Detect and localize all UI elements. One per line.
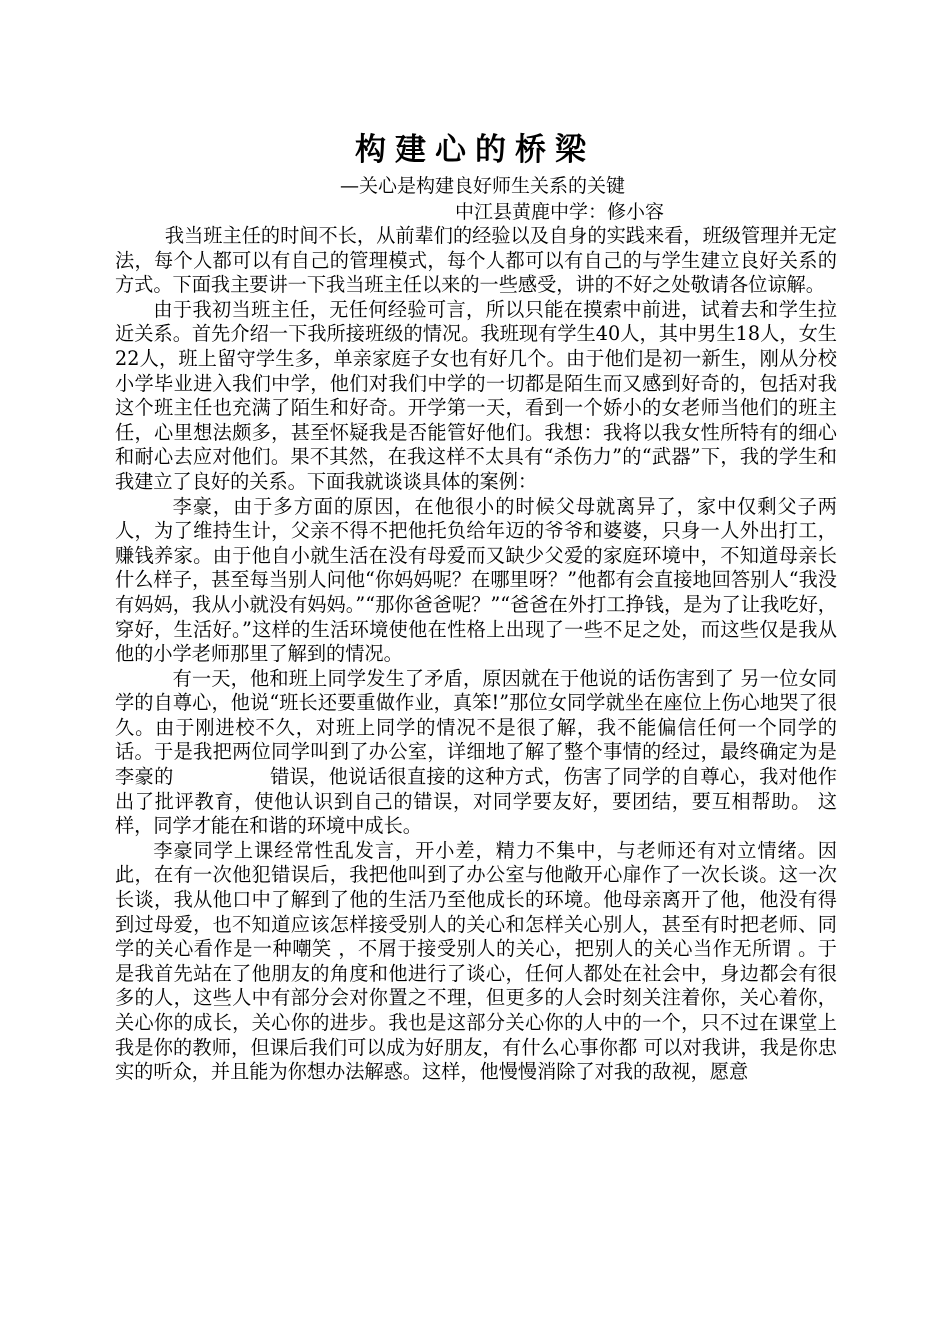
document-author: 中江县黄鹿中学：修小容 — [455, 201, 665, 223]
paragraph-case-background: 李豪，由于多方面的原因，在他很小的时候父母就离异了，家中仅剩父子两人，为了维持生计，父亲不得不把他托负给年迈的爷爷和婆婆，只身一人外出打工，赚钱养家。由于他自小就生活在没有母爱而又缺少父爱的家庭环境中，不知道母亲长什么样子，甚至每当别人问他“你妈妈呢？在哪里呀？”他都有会直接地回答别人“我没有妈妈，我从小就没有妈妈。”“那你爸爸呢？”“爸爸在外打工挣钱，是为了让我吃好，穿好，生活好。”这样的生活环境使他在性格上出现了一些不足之处，而这些仅是我从他的小学老师那里了解到的情况。 — [115, 494, 837, 666]
document-title: 构建心的桥梁 — [355, 132, 595, 168]
paragraph-intro: 我当班主任的时间不长，从前辈们的经验以及自身的实践来看，班级管理并无定法，每个人都可以有自己的管理模式，每个人都可以有自己的与学生建立良好关系的方式。下面我主要讲一下我当班主任以来的一些感受，讲的不好之处敬请各位谅解。 — [115, 224, 837, 297]
paragraph-long-talk: 李豪同学上课经常性乱发言，开小差，精力不集中，与老师还有对立情绪。因此，在有一次他犯错误后，我把他叫到了办公室与他敞开心扉作了一次长谈。这一次长谈，我从他口中了解到了他的生活乃至他成长的环境。他母亲离开了他，他没有得到过母爱，也不知道应该怎样接受别人的关心和怎样关心别人，甚至有时把老师、同学的关心看作是一种嘲笑 ，不屑于接受别人的关心，把别人的关心当作无所谓 。于是我首先站在了他朋友的角度和他进行了谈心，任何人都处在社会中，身边都会有很多的人，这些人中有部分会对你置之不理，但更多的人会时刻关注着你，关心着你，关心你的成长，关心你的进步。我也是这部分关心你的人中的一个，只不过在课堂上我是你的教师，但课后我们可以成为好朋友，有什么心事你都 可以对我讲，我是你忠实的听众，并且能为你想办法解惑。这样，他慢慢消除了对我的敌视，愿意 — [115, 838, 837, 1084]
paragraph-conflict-part2: 错误，他说话很直接的这种方式，伤害了同学的自尊心，我对他作出了批评教育，使他认识到自己的错误，对同学要友好，要团结，要互相帮助。 这样，同学才能在和谐的环境中成长。 — [115, 765, 837, 838]
paragraph-conflict-part1: 有一天，他和班上同学发生了矛盾，原因就在于他说的话伤害到了 另一位女同学的自尊心，他说“班长还要重做作业，真笨!”那位女同学就坐在座位上伤心地哭了很久。由于刚进校不久，对班上同学的情况不是很了解，我不能偏信任何一个同学的话。于是我把两位同学叫到了办公室，详细地了解了整个事情的经过，最终确定为是李豪的 — [115, 666, 837, 789]
document-body — [115, 224, 837, 1085]
paragraph-conflict — [115, 667, 837, 839]
document-subtitle: —关心是构建良好师生关系的关键 — [340, 175, 626, 197]
paragraph-class-situation: 由于我初当班主任，无任何经验可言，所以只能在摸索中前进，试着去和学生拉近关系。首先介绍一下我所接班级的情况。我班现有学生40人，其中男生18人，女生22人，班上留守学生多，单亲家庭子女也有好几个。由于他们是初一新生，刚从分校小学毕业进入我们中学，他们对我们中学的一切都是陌生而又感到好奇的，包括对我这个班主任也充满了陌生和好奇。开学第一天，看到一个娇小的女老师当他们的班主任，心里想法颇多，甚至怀疑我是否能管好他们。我想：我将以我女性所特有的细心和耐心去应对他们。果不其然，在我这样不太具有“杀伤力”的“武器”下，我的学生和我建立了良好的关系。下面我就谈谈具体的案例： — [115, 297, 837, 493]
